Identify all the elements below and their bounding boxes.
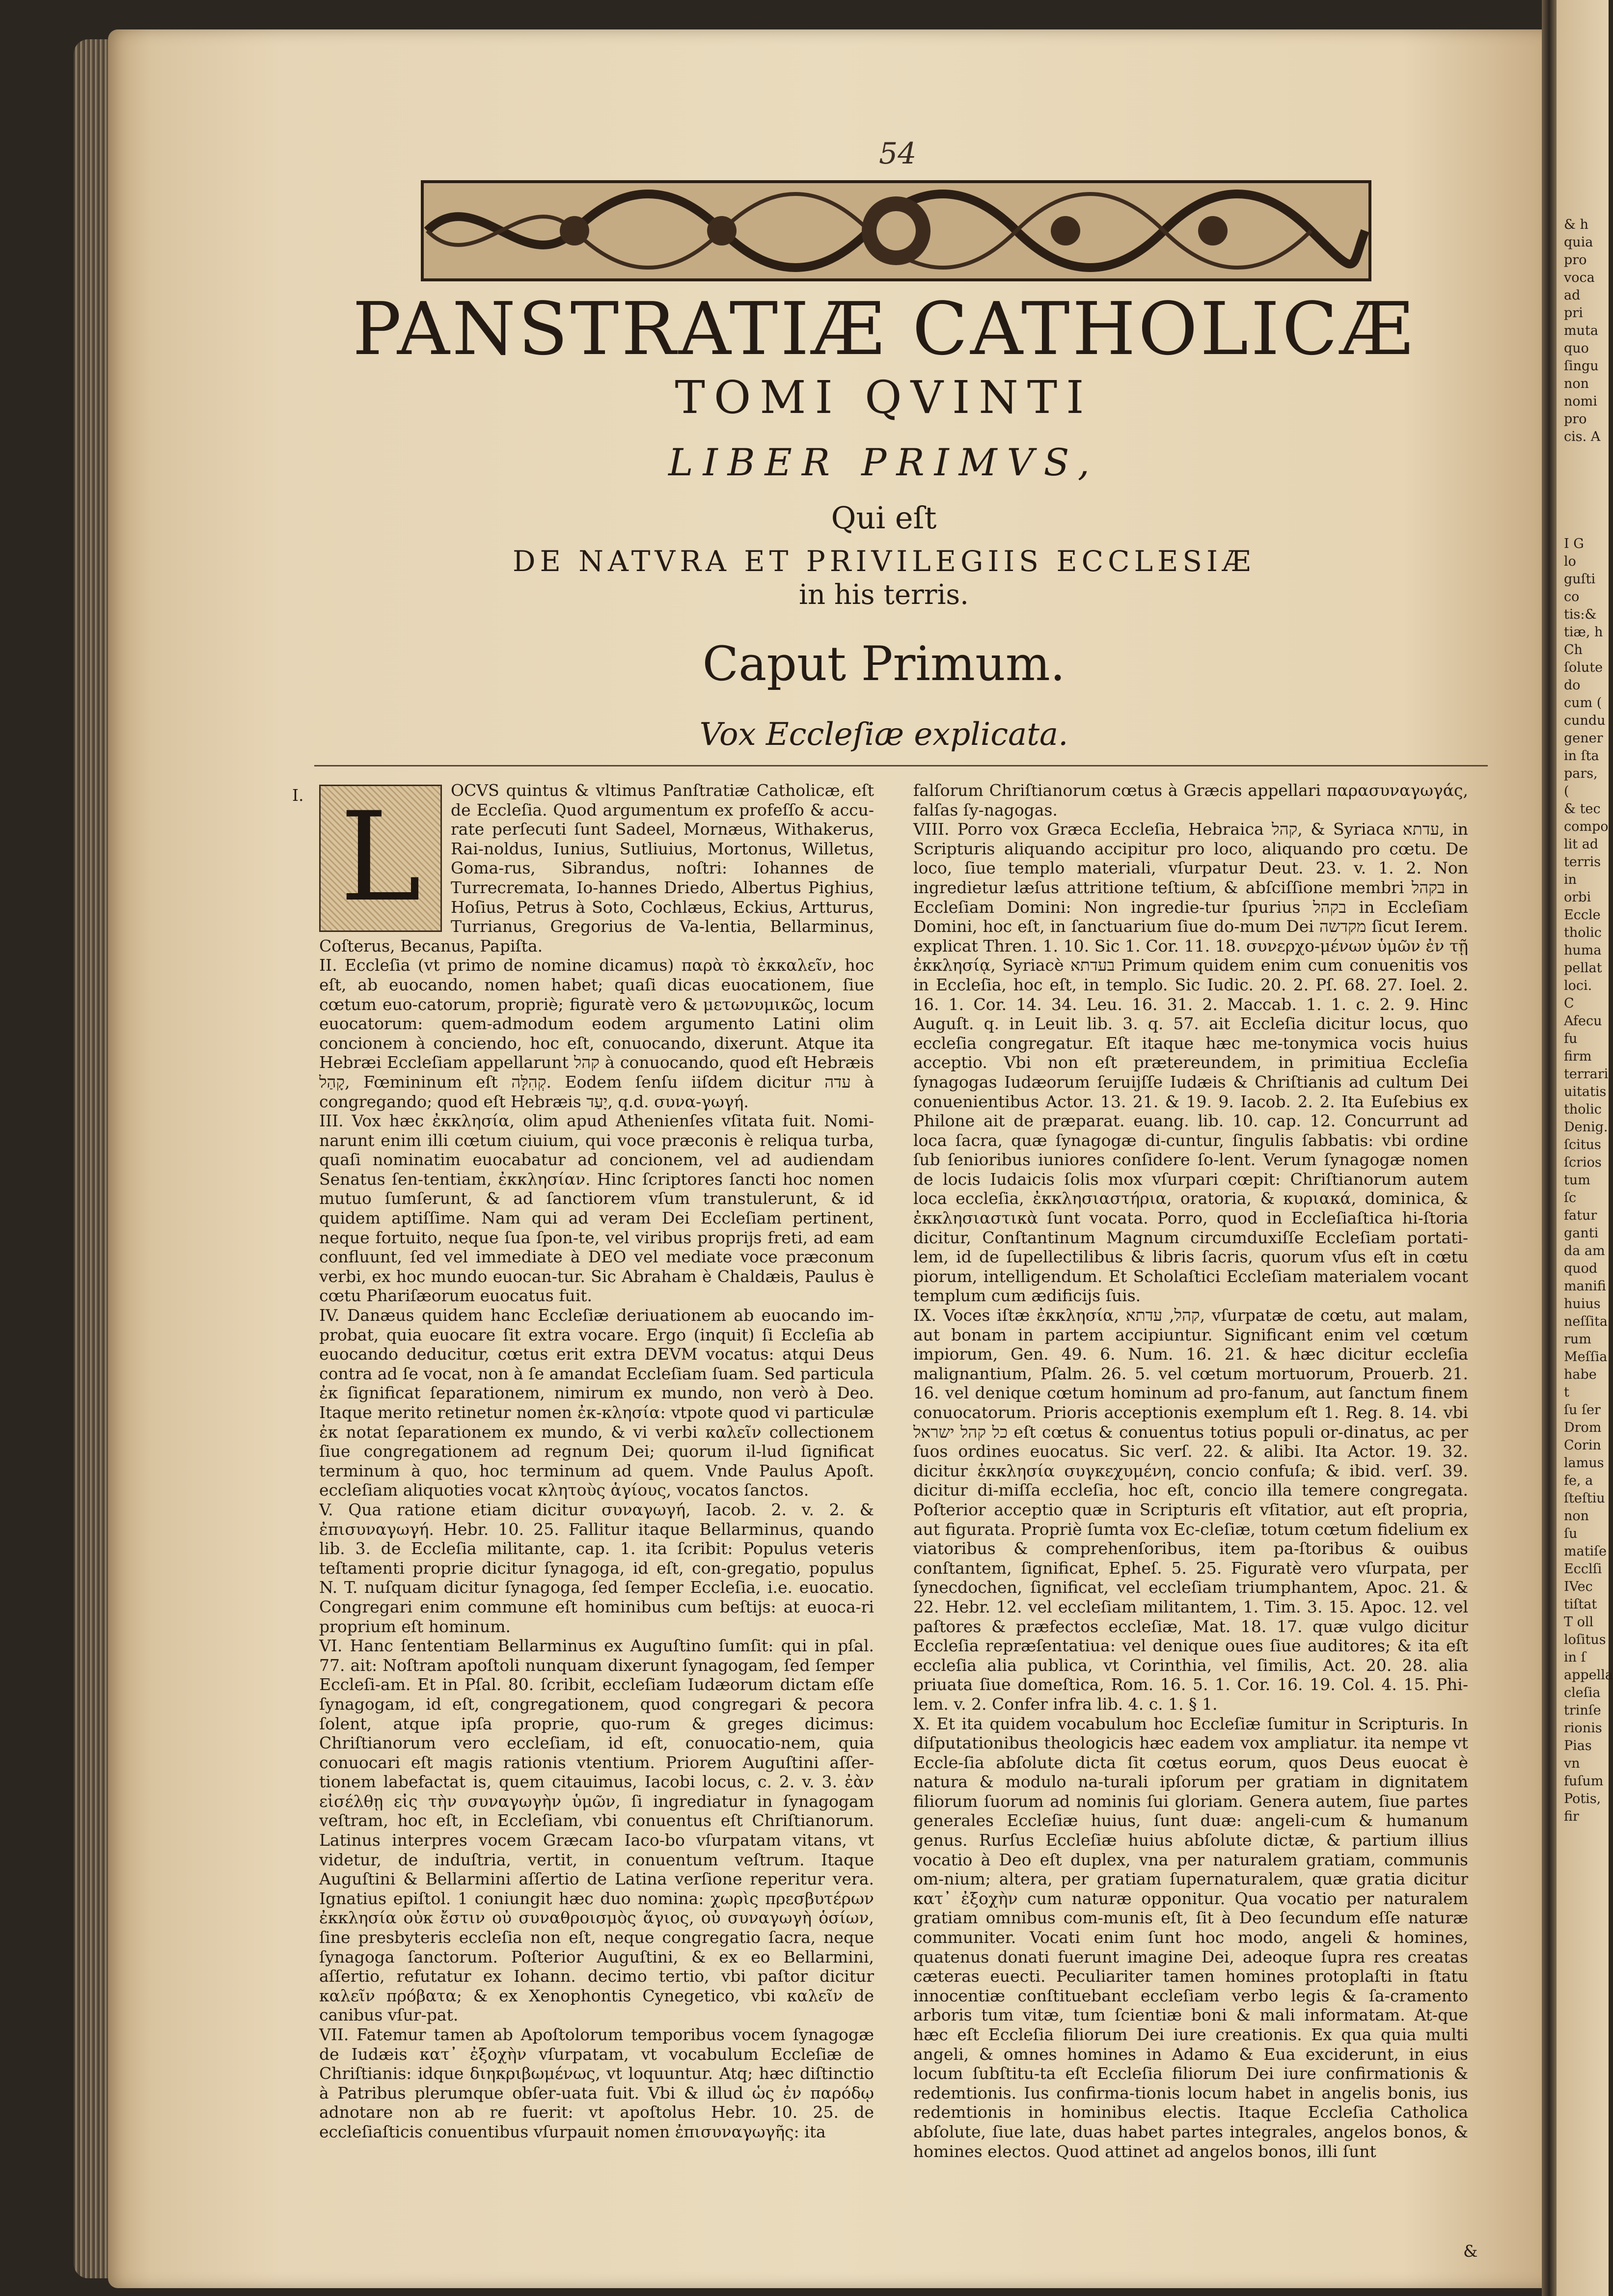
page-number: 54 [879,137,917,171]
paragraph-10: X. Et ita quidem vocabulum hoc Eccleſiæ ſumitur in Scripturis. In diſputationibus theologicis hæc eadem vox ampliatur. ita nempe vt Eccle-ſia abſolute dicta ſit cœtus eorum, quos Deus euocat è natura & modulo na-turali ipſorum per gratiam in dignitatem filiorum ſuorum ad nominis ſui gloriam. Genera autem, ſiue partes generales Eccleſiæ huius, ſunt duæ: angeli-cum & humanum genus. Rurſus Eccleſiæ huius abſolute dictæ, & partium illius vocatio à Deo eſt duplex, vna per naturalem gratiam, communis om-nium; altera, per gratiam ſupernaturalem, quæ gratia dicitur κατ᾽ ἐξοχὴν cum naturæ opponitur. Qua vocatio per naturalem gratiam omnibus com-munis eſt, ſit à Deo ſecundum eſſe naturæ communiter. Vocati enim ſunt hoc modo, angeli & homines, quatenus donati fuerunt imagine Dei, adeoque ſupra res creatas cæteras euecti. Peculiariter tamen homines protoplaſti in ſtatu innocentiæ conſtituebant eccleſiam verbo legis & ſa-cramento arboris tum vitæ, tum ſcientiæ boni & mali informatam. At-que hæc eſt Eccleſia filiorum Dei iure creationis. Ex qua quia multi angeli, & omnes homines in Adamo & Eua exciderunt, in eius locum ſubſtitu-ta eſt Eccleſia filiorum Dei iure confirmationis & redemtionis. Ius confirma-tionis locum habet in angelis bonis, ius redemtionis in hominibus electis. Itaque Eccleſia Catholica abſolute, ſiue late, duas habet partes integrales, angelos bonos, & homines electos. Quod attinet ad angelos bonos, illi ſunt [913,1714,1468,2161]
paragraph-6: VI. Hanc ſententiam Bellarminus ex Auguſtino ſumſit: qui in pſal. 77. ait: Noſtram apoſtoli nunquam dixerunt ſynagogam, ſed ſemper Eccleſi-am. Et in Pſal. 80. ſcribit, eccleſiam Iudæorum dictam eſſe ſynagogam, id eſt, congregationem, quod congregari & pecora ſolent, atque ipſa proprie, quo-rum & greges dicimus: Chriſtianorum vero eccleſiam, id eſt, conuocatio-nem, quia conuocari eſt magis rationis vtentium. Priorem Auguſtini aſſer-tionem labefactat is, quem citauimus, Iacobi locus, c. 2. v. 3. ἐὰν εἰσέλθῃ εἰς τὴν συναγωγὴν ὑμῶν, ſi ingrediatur in ſynagogam veſtram, hoc eſt, in Eccleſiam, vbi conuentus eſt Chriſtianorum. Latinus interpres vocem Græcam Iaco-bo vſurpatam vitans, vt videtur, de induſtria, vertit, in conuentum veſtrum. Itaque Auguſtini & Bellarmini aſſertio de Latina verſione reperitur vera. Ignatius epiſtol. 1 coniungit hæc duo nomina: χωρὶς πρεσβυτέρων ἐκκλησία οὐκ ἔστιν οὐ συναθροισμὸς ἅγιος, οὐ συναγωγὴ ὁσίων, ſine presbyteris eccleſia non eſt, neque congregatio ſacra, neque ſynagoga ſanctorum. Poſterior Auguſtini, & ex eo Bellarmini, aſſertio, refutatur ex Iohann. decimo tertio, vbi paſtor dicitur καλεῖν πρόβατα; & ex Xenophontis Cynegetico, vbi καλεῖν de canibus vſur-pat. [319,1636,874,2025]
catchword: & [1463,2241,1478,2261]
next-page-margin-top: & h quia pro voca ad pri muta quo ſingu non nomi pro cis. A [1564,217,1601,444]
next-page-margin-body: I G lo guſti co tis:& tiæ, h Ch ſolute do cum ( cundu gener in ſta pars, ( & tec compo lit ad terris in orbi Eccle tholic huma pellat loci. C Afecu fu firm terrari uitatis tholic Denig. ſcitus ſcrios tum ſc fatur ganti da am quod manifi huius neſſita rum Meſſia habe t ſu ſer Drom Corin lamus fe, a ſteſtiu non ſu matiſe Ecclſi IVec tiſtat T oll loſitus in ſ appella cleſia trinſe rionis Pias vn fuſum Potis, fir [1564,536,1613,1824]
right-column [913,781,1468,2254]
chapter-title: Caput Primum. [702,636,1066,691]
section-rule [314,765,1488,766]
subject-continuation: in his terris. [799,579,969,611]
liber-title: LIBER PRIMVS, [668,440,1099,484]
book-gutter [1542,0,1557,2296]
left-column [319,781,874,2254]
decorated-initial [319,785,442,932]
paragraph-9: IX. Voces iſtæ ἐκκλησία, קהל, עדתא, vſurpatæ de cœtu, aut malam, aut bonam in partem accipiuntur. Significant enim vel cœtum impiorum, Gen. 49. 6. Num. 16. 21. & hæc dicitur eccleſia malignantium, Pſalm. 26. 5. vel cœtum mortuorum, Prouerb. 21. 16. vel denique cœtum hominum ad pro-fanum, aut ſanctum finem conuocatorum. Prioris acceptionis exemplum eſt 1. Reg. 8. 14. vbi כל קהל ישראל eſt cœtus & conuentus totius populi or-dinatus, ac per ſuos ordines euocatus. Sic verſ. 22. & alibi. Ita Actor. 19. 32. dicitur ἐκκλησία συγκεχυμένη, concio confuſa; & ibid. verſ. 39. dicitur di-miſſa eccleſia, hoc eſt, concio illa temere congregata. Poſterior acceptio quæ in Scripturis eſt vſitatior, aut eſt propria, aut figurata. Propriè ſumta vox Ec-cleſiæ, totum cœtum fidelium ex viatoribus & comprehenſoribus, item pa-ſtoribus & ouibus conſtantem, ſignificat, Epheſ. 5. 25. Figuratè vero vſurpata, per ſynecdochen, ſignificat, vel eccleſiam triumphantem, Apoc. 21. & 22. Hebr. 12. vel eccleſiam militantem, 1. Tim. 3. 15. Apoc. 12. vel paſtores & præfectos eccleſiæ, Mat. 18. 17. quæ vulgo dicitur Eccleſia repræſentatiua: vel denique oues ſiue auditores; & ita eſt eccleſia alia publica, vt Corinthia, vel ſimilis, Act. 20. 28. alia priuata ſiue domeſtica, Rom. 16. 5. 1. Cor. 16. 19. Col. 4. 15. Phi-lem. v. 2. Confer infra lib. 4. c. 1. § 1. [913,1306,1468,1714]
headpiece-ornament [417,172,1375,285]
paragraph-3: III. Vox hæc ἐκκλησία, olim apud Athenienſes vſitata fuit. Nomi-narunt enim illi cœtum ciuium, qui voce præconis è reliqua turba, quaſi nominatim euocabatur ad concionem, vel ad audiendam Senatus ſen-tentiam, ἐκκλησίαν. Hinc ſcriptores ſancti hoc nomen mutuo ſumſerunt, & ad ſanctiorem vſum transtulerunt, & id quidem aptiſſime. Nam qui ad veram Dei Eccleſiam pertinent, neque fortuito, neque ſua ſpon-te, vel viribus proprijs freti, ad eam confluunt, ſed vel immediate à DEO vel mediate voce præconum verbi, ex hoc mundo euocan-tur. Sic Abraham è Chaldæis, Paulus è cœtu Phariſæorum euocatus fuit. [319,1111,874,1306]
paragraph-7: VII. Fatemur tamen ab Apoſtolorum temporibus vocem ſynagogæ de Iudæis κατ᾽ ἐξοχὴν vſurpatam, vt vocabulum Eccleſiæ de Chriſtianis: idque διηκριβωμένως, vt loquuntur. Atq; hæc diſtinctio à Patribus plerumque obſer-uata fuit. Vbi & illud ὡς ἐν παρόδῳ adnotare non ab re fuerit: vt apoſtolus Hebr. 10. 25. de eccleſiaſticis conuentibus vſurpauit nomen ἐπισυναγωγῆς: ita [319,2025,874,2141]
volume-title: TOMI QVINTI [675,371,1093,424]
paragraph-1: OCVS quintus & vltimus Panſtratiæ Catholicæ, eſt de Eccleſia. Quod argumentum ex profeſſo & accu-rate perſecuti ſunt Sadeel, Mornæus, Withakerus, Rai-noldus, Iunius, Sutliuius, Mortonus, Willetus, Goma-rus, Sibrandus, noſtri: Iohannes de Turrecremata, Io-hannes Driedo, Albertus Pighius, Hoſius, Petrus à Soto, Cochlæus, Eckius, Artturus, Turrianus, Gregorius de Va-lentia, Bellarminus, Coſterus, Becanus, Papiſta. [319,781,874,956]
qui-est-line: Qui eſt [831,500,937,536]
paragraph-7-continued: falſorum Chriſtianorum cœtus à Græcis appellari παρασυναγωγάς, falſas ſy-nagogas. [913,781,1468,820]
paragraph-8: VIII. Porro vox Græca Eccleſia, Hebraica קהל, & Syriaca עדתא, in Scripturis aliquando accipitur pro loco, aliquando pro cœtu. De loco, ſiue templo materiali, vſurpatur Deut. 23. v. 1. 2. Non ingredietur læſus attritione teſtium, & abſciſſione membri בקהל in Eccleſiam Domini: Non ingredie-tur ſpurius בקהל in Eccleſiam Domini, hoc eſt, in ſanctuarium ſiue do-mum Dei מקדשה ſicut Ierem. explicat Thren. 1. 10. Sic 1. Cor. 11. 18. συνερχο-μένων ὑμῶν ἐν τῇ ἐκκλησίᾳ, Syriacè בעדתא Primum quidem enim cum conuenitis vos in Eccleſia, hoc eſt, in templo. Sic Iudic. 20. 2. Pſ. 68. 27. Ioel. 2. 16. 1. Cor. 14. 34. Leu. 16. 31. 2. Maccab. 1. 1. c. 2. 9. Hinc Auguſt. q. in Leuit lib. 3. q. 57. ait Eccleſia dicitur locus, quo eccleſia congregatur. Eſt itaque hæc me-tonymica vocis huius acceptio. Vbi non eſt prætereundem, in primitiua Eccleſia ſynagogas Iudæorum ſeruijſſe Iudæis & Chriſtianis ad cultum Dei conuenientibus Actor. 13. 21. & 19. 9. Iacob. 2. 2. Ita Euſebius ex Philone ait de præparat. euang. lib. 10. cap. 12. Concurrunt ad loca ſacra, quæ ſynagogæ di-cuntur, ſingulis ſabbatis: vbi ordine ſub ſenioribus iuniores conſidere ſo-lent. Verum ſynagogæ nomen de locis Iudaicis ſolis mox vſurpari cœpit: Chriſtianorum autem loca eccleſia, ἐκκλησιαστήρια, oratoria, & κυριακά, dominica, & ἐκκλησιαστικὰ ſunt vocata. Porro, quod in Eccleſiaſtica hi-ſtoria dicitur, Conſtantinum Magnum circumduxiſſe Eccleſiam portati-lem, id de ſupellectilibus & libris ſacris, quorum vſus eſt in cœtu piorum, intelligendum. Et Scholaſtici Eccleſiam materialem vocant templum cum ædificijs ſuis. [913,820,1468,1306]
subject-title: DE NATVRA ET PRIVILEGIIS ECCLESIÆ [513,545,1255,578]
paragraph-5: V. Qua ratione etiam dicitur συναγωγή, Iacob. 2. v. 2. & ἐπισυναγωγή. Hebr. 10. 25. Fallitur itaque Bellarminus, quando lib. 3. de Eccleſia militante, cap. 1. ita ſcribit: Populus veteris teſtamenti proprie dicitur ſynagoga, id eſt, con-gregatio, populus N. T. nuſquam dicitur ſynagoga, ſed ſemper Eccleſia, i.e. euocatio. Congregari enim commune eſt hominibus cum beſtijs: at euoca-ri proprium eſt hominum. [319,1500,874,1636]
paragraph-2: II. Eccleſia (vt primo de nomine dicamus) παρὰ τὸ ἐκκαλεῖν, hoc eſt, ab euocando, nomen habet; quaſi dicas euocationem, ſiue cœtum euo-catorum, propriè; figuratè vero & μετωνυμικῶς, locum euocatorum: quem-admodum eodem argumento Latini olim concionem à conciendo, hoc eſt, conuocando, dixerunt. Atque ita Hebræi Eccleſiam appellarunt קהל à conuocando, quod eſt Hebræis קָהַל, Fœmininum eſt קְהִלָּה. Eodem ſenſu iiſdem dicitur עדה à congregando; quod eſt Hebræis יָעַד, q.d. συνα-γωγή. [319,956,875,1111]
book-title: PANSTRATIÆ CATHOLICÆ [352,287,1416,371]
paragraph-numeral-first: I. [292,786,304,805]
chapter-subtitle: Vox Eccleſiæ explicata. [699,716,1068,753]
decorated-initial-letter: L [339,786,421,929]
paragraph-4: IV. Danæus quidem hanc Eccleſiæ deriuationem ab euocando im-probat, quia euocare ſit extra vocare. Ergo (inquit) ſi Eccleſia ab euocando deducitur, cœtus erit extra DEVM vocatus: atqui Deus contra ad ſe vocat, non à ſe amandat Eccleſiam ſuam. Sed particula ἐκ ſignificat ſeparationem, nimirum ex mundo, non verò à Deo. Itaque merito retinetur nomen ἐκ-κλησία: vtpote quod vi particulæ ἐκ notat ſeparationem ex mundo, & vi verbi καλεῖν collectionem ſiue congregationem ad regnum Dei; quorum il-lud ſignificat terminum à quo, hoc terminum ad quem. Vnde Paulus Apoſt. eccleſiam aliquoties vocat κλητοὺς ἁγίους, vocatos ſanctos. [319,1306,874,1500]
